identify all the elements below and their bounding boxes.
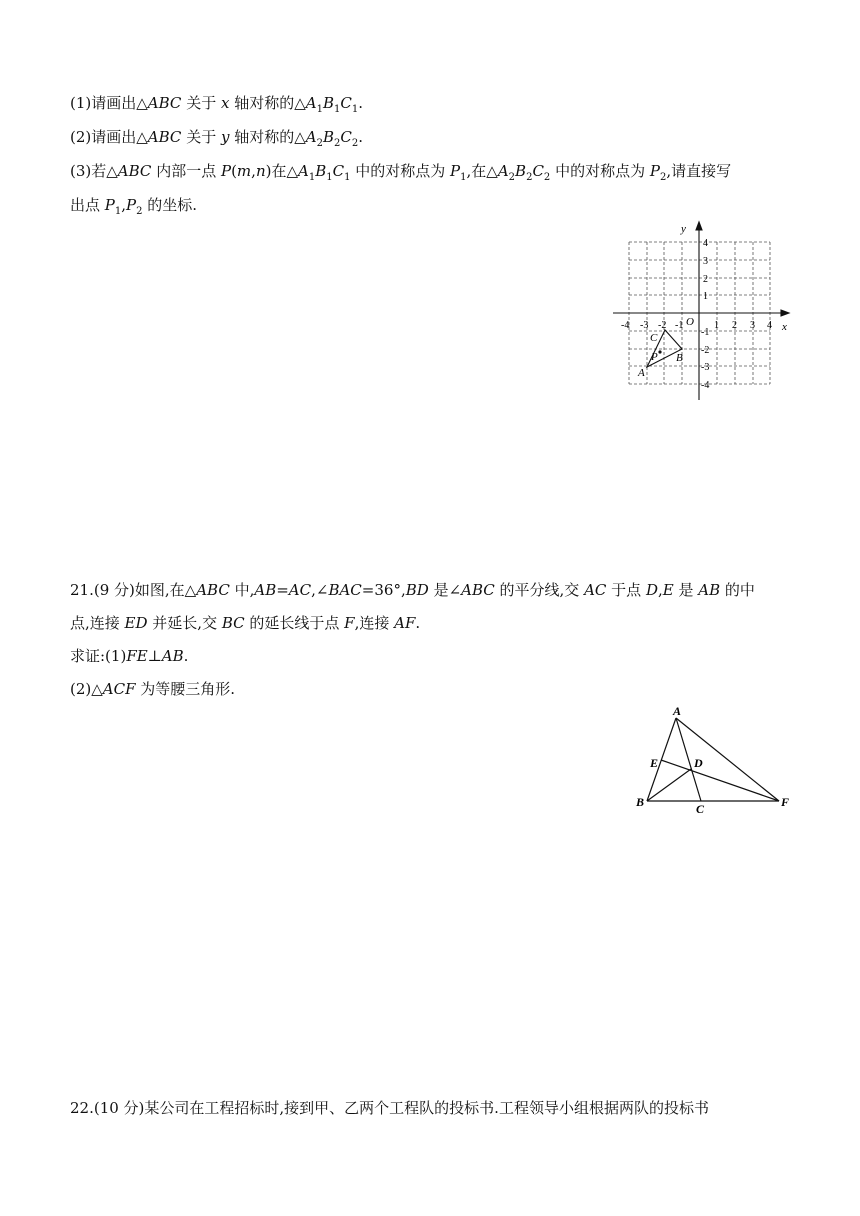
label-e: E [650, 756, 659, 770]
x-tick: -1 [675, 320, 684, 331]
y-tick: 4 [703, 238, 708, 249]
x-tick: 4 [767, 320, 772, 331]
label-c: C [650, 332, 658, 344]
q21-line2: 点,连接 ED 并延长,交 BC 的延长线于点 F,连接 AF. [70, 614, 421, 632]
q20-part3-line2: 出点 $P_1,P_2$ 的坐标. [70, 196, 198, 217]
x-tick-labels [621, 320, 772, 331]
q22-line1: 22.(10 分)某公司在工程招标时,接到甲、乙两个工程队的投标书.工程领导小组根据两队的投标书 [70, 1099, 709, 1117]
q20-part2: (2)请画出△ABC 关于 y 轴对称的$\triangle A_2B_2C_2$. [70, 128, 364, 149]
label-b: B [676, 352, 683, 364]
q21-line1: 21.(9 分)如图,在△ABC 中,AB=AC,∠BAC=36°,BD 是∠ABC 的平分线,交 AC 于点 D,E 是 AB 的中 [70, 581, 755, 599]
y-tick: 2 [703, 274, 708, 285]
x-tick: 1 [714, 320, 719, 331]
label-a: A [638, 367, 645, 379]
label-f: F [781, 795, 790, 809]
q21-line4: (2)△ACF 为等腰三角形. [70, 680, 236, 698]
q21-line3: 求证:(1)FE⊥AB. [70, 647, 189, 665]
label-a: A [673, 705, 682, 718]
label-b: B [636, 795, 645, 809]
x-tick: -3 [640, 320, 649, 331]
x-tick: 2 [732, 320, 737, 331]
segment-bd [647, 769, 691, 801]
y-tick: 3 [703, 256, 708, 267]
y-tick: -1 [701, 327, 710, 338]
origin-label: O [686, 316, 694, 328]
x-tick: -2 [658, 320, 667, 331]
q20-part1: (1)请画出△ABC 关于 x 轴对称的$\triangle A_1B_1C_1$. [70, 94, 364, 115]
x-tick: 3 [750, 320, 755, 331]
q21-triangle-figure [630, 705, 800, 815]
y-tick: -3 [701, 362, 710, 373]
label-d: D [694, 756, 703, 770]
y-tick-labels [701, 238, 709, 391]
q20-part3-line1: (3)若△ABC 内部一点 P(m,n)在$\triangle A_1B_1C_1$ 中的对称点为 $P_1$,在$\triangle A_2B_2C_2$ 中的对称点为 $P_2$,请直接写 [70, 162, 732, 183]
y-tick: 1 [703, 291, 708, 302]
x-axis-label: x [782, 321, 787, 333]
x-tick: -4 [621, 320, 630, 331]
label-c: C [696, 802, 705, 815]
y-tick: -4 [701, 380, 710, 391]
y-tick: -2 [701, 345, 710, 356]
label-p: P [651, 351, 658, 363]
segment-ef [661, 760, 779, 801]
segment-af [676, 718, 779, 801]
point-p [658, 350, 661, 353]
q20-coordinate-figure [605, 220, 795, 406]
y-axis-label: y [681, 223, 686, 235]
